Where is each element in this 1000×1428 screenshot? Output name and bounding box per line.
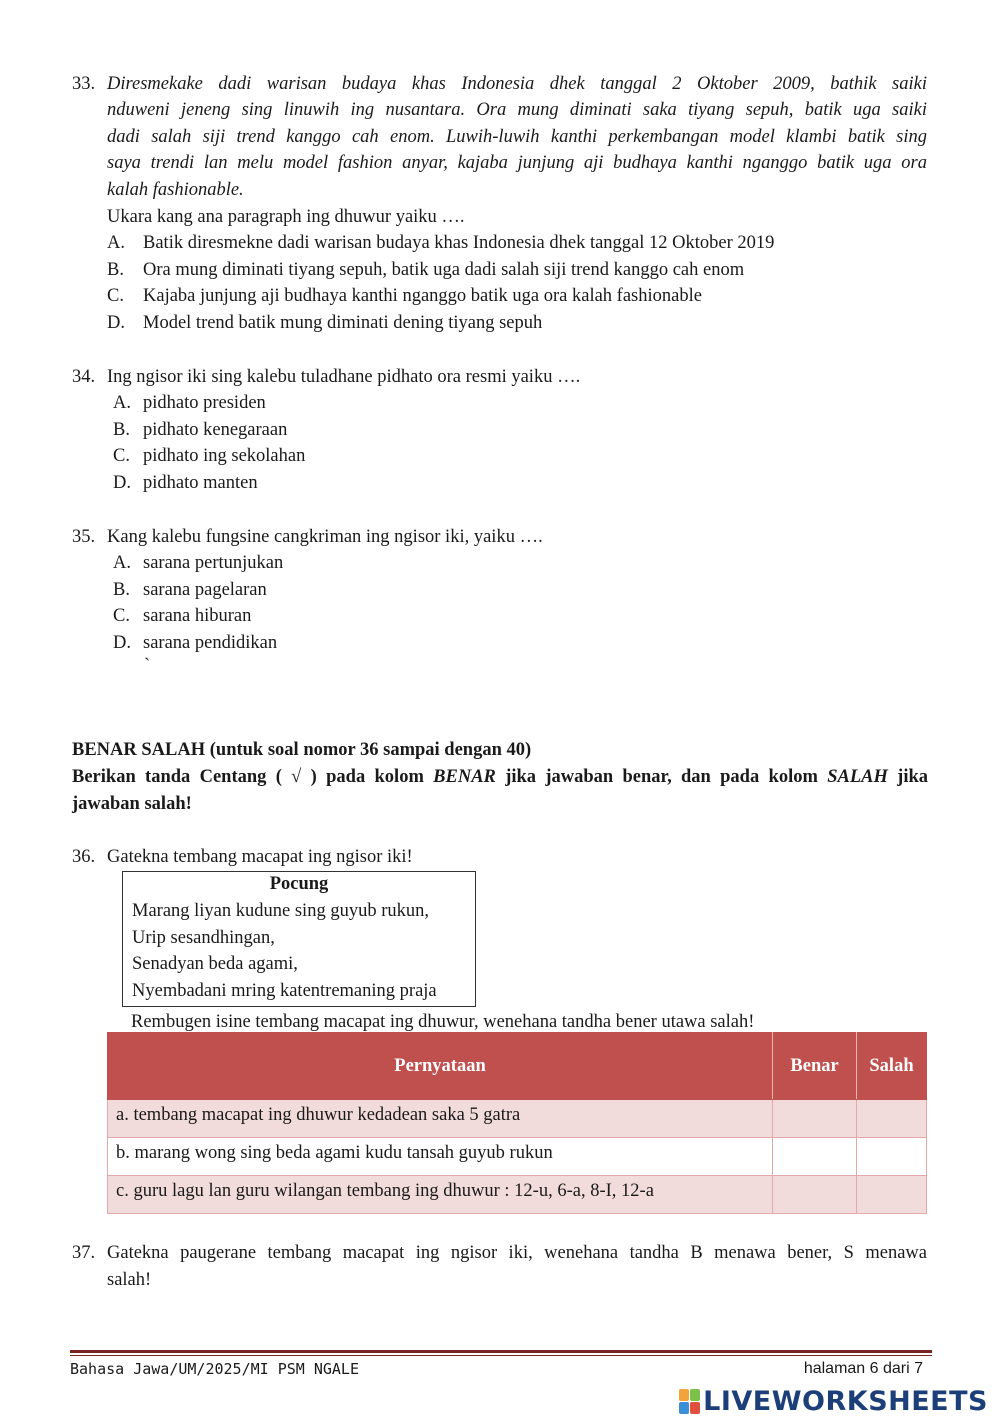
option-text: sarana pagelaran — [143, 580, 267, 600]
liveworksheets-text: LIVEWORKSHEETS — [703, 1386, 988, 1417]
option-letter: A. — [113, 553, 131, 573]
liveworksheets-icon — [679, 1389, 701, 1415]
question-text: Gatekna tembang macapat ing ngisor iki! — [107, 847, 413, 867]
benar-checkbox-cell[interactable] — [773, 1176, 857, 1214]
question-text: salah! — [107, 1270, 152, 1290]
option-text: sarana hiburan — [143, 606, 252, 626]
passage-line: saya trendi lan melu model fashion anyar, kajaba junjung aji budhaya kanthi nganggo batik uga ora — [107, 153, 927, 173]
option-letter: C. — [113, 446, 130, 466]
instruction-salah: SALAH — [827, 767, 888, 787]
instruction-text: jika — [887, 767, 929, 787]
poem-line: Nyembadani mring katentremaning praja — [132, 981, 437, 1001]
poem-line: Marang liyan kudune sing guyub rukun, — [132, 901, 429, 921]
option-letter: C. — [107, 286, 124, 306]
passage-line: nduweni jeneng sing linuwih ing nusantara. Ora mung diminati saka tiyang sepuh, batik uga saiki — [107, 100, 927, 120]
footer-rule — [70, 1355, 932, 1356]
liveworksheets-logo[interactable] — [679, 1386, 988, 1417]
option-text: Ora mung diminati tiyang sepuh, batik uga dadi salah siji trend kanggo cah enom — [143, 260, 745, 280]
instruction-text: jika jawaban benar, dan pada kolom — [495, 767, 828, 787]
statement-table — [107, 1032, 927, 1214]
option-letter: A. — [107, 233, 125, 253]
option-letter: B. — [113, 580, 130, 600]
question-text: Gatekna paugerane tembang macapat ing ngisor iki, wenehana tandha B menawa bener, S menawa — [107, 1243, 927, 1263]
instruction-benar: BENAR — [433, 767, 496, 787]
poem-box — [122, 871, 476, 1007]
table-row — [108, 1100, 927, 1138]
benar-checkbox-cell[interactable] — [773, 1138, 857, 1176]
option-text: Batik diresmekne dadi warisan budaya khas Indonesia dhek tanggal 12 Oktober 2019 — [143, 233, 775, 253]
question-number: 34. — [72, 367, 96, 387]
stray-mark: ` — [144, 656, 151, 676]
statement-cell: c. guru lagu lan guru wilangan tembang ing dhuwur : 12-u, 6-a, 8-I, 12-a — [108, 1176, 773, 1214]
statement-cell: a. tembang macapat ing dhuwur kedadean saka 5 gatra — [108, 1100, 773, 1138]
passage-line: dadi salah siji trend kanggo cah enom. Luwih-luwih kanthi perkembangan model klambi batik sing — [107, 127, 927, 147]
question-text: Ukara kang ana paragraph ing dhuwur yaiku …. — [107, 207, 465, 227]
passage-line: kalah fashionable. — [107, 180, 244, 200]
section-title: BENAR SALAH (untuk soal nomor 36 sampai dengan 40) — [72, 740, 532, 760]
section-instruction-line2: jawaban salah! — [72, 794, 192, 814]
header-salah: Salah — [857, 1033, 927, 1100]
question-number: 36. — [72, 847, 96, 867]
salah-checkbox-cell[interactable] — [857, 1138, 927, 1176]
section-instruction — [72, 767, 928, 788]
option-letter: B. — [113, 420, 130, 440]
header-pernyataan: Pernyataan — [108, 1033, 773, 1100]
option-letter: A. — [113, 393, 131, 413]
option-text: sarana pendidikan — [143, 633, 278, 653]
footer-page-number: halaman 6 dari 7 — [803, 1360, 923, 1377]
poem-line: Senadyan beda agami, — [132, 954, 298, 974]
salah-checkbox-cell[interactable] — [857, 1100, 927, 1138]
option-letter: D. — [107, 313, 125, 333]
option-letter: D. — [113, 473, 131, 493]
statement-cell: b. marang wong sing beda agami kudu tansah guyub rukun — [108, 1138, 773, 1176]
option-text: pidhato ing sekolahan — [143, 446, 306, 466]
option-letter: B. — [107, 260, 124, 280]
header-benar: Benar — [773, 1033, 857, 1100]
footer-rule — [70, 1350, 932, 1353]
option-text: sarana pertunjukan — [143, 553, 284, 573]
poem-line: Urip sesandhingan, — [132, 928, 275, 948]
table-header-row — [108, 1033, 927, 1100]
poem-title: Pocung — [269, 874, 329, 894]
table-instruction: Rembugen isine tembang macapat ing dhuwur, wenehana tandha bener utawa salah! — [131, 1012, 755, 1032]
option-text: pidhato presiden — [143, 393, 266, 413]
option-letter: C. — [113, 606, 130, 626]
footer-left: Bahasa Jawa/UM/2025/MI PSM NGALE — [70, 1360, 359, 1378]
option-text: pidhato kenegaraan — [143, 420, 288, 440]
option-letter: D. — [113, 633, 131, 653]
question-number: 37. — [72, 1243, 96, 1263]
table-row — [108, 1138, 927, 1176]
question-number: 35. — [72, 527, 96, 547]
passage-line: Diresmekake dadi warisan budaya khas Indonesia dhek tanggal 2 Oktober 2009, bathik saiki — [107, 74, 927, 94]
option-text: Kajaba junjung aji budhaya kanthi nganggo batik uga ora kalah fashionable — [143, 286, 702, 306]
option-text: Model trend batik mung diminati dening tiyang sepuh — [143, 313, 543, 333]
option-text: pidhato manten — [143, 473, 258, 493]
benar-checkbox-cell[interactable] — [773, 1100, 857, 1138]
salah-checkbox-cell[interactable] — [857, 1176, 927, 1214]
table-row — [108, 1176, 927, 1214]
instruction-text: Berikan tanda Centang ( √ ) pada kolom — [72, 767, 434, 787]
question-number: 33. — [72, 74, 96, 94]
question-text: Kang kalebu fungsine cangkriman ing ngisor iki, yaiku …. — [107, 527, 543, 547]
question-text: Ing ngisor iki sing kalebu tuladhane pidhato ora resmi yaiku …. — [107, 367, 581, 387]
